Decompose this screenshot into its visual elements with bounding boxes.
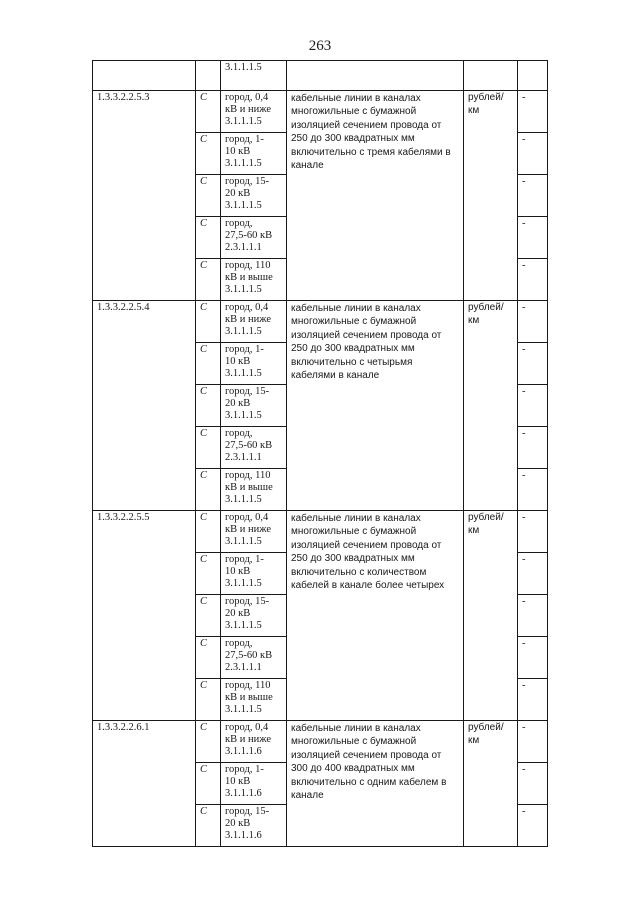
value-cell: -: [518, 679, 548, 721]
category-cell: С: [196, 679, 221, 721]
subgroup-line: 3.1.1.1.6: [225, 830, 262, 842]
category-cell: С: [196, 637, 221, 679]
subgroup-line: 27,5-60 кВ: [225, 650, 273, 662]
subgroup-line: 3.1.1.1.5: [225, 410, 262, 422]
rates-table: [92, 60, 548, 847]
subgroup-line: город,: [225, 638, 253, 649]
subgroup-line: 3.1.1.1.6: [225, 746, 262, 758]
subgroup-line: город, 1-: [225, 134, 264, 145]
value-cell: -: [518, 805, 548, 847]
subgroup-cell: [221, 385, 287, 427]
subgroup-cell: [221, 61, 287, 91]
subgroup-line: 2.3.1.1.1: [225, 452, 262, 464]
subgroup-line: 27,5-60 кВ: [225, 440, 273, 452]
subgroup-line: город, 0,4: [225, 512, 269, 523]
rates-table-body: [93, 61, 548, 847]
row-unit: рублей/ км: [464, 511, 518, 721]
subgroup-line: 20 кВ: [225, 188, 251, 200]
subgroup-cell: [221, 259, 287, 301]
value-cell: [518, 61, 548, 91]
value-cell: -: [518, 259, 548, 301]
category-cell: С: [196, 343, 221, 385]
subgroup-cell: [221, 553, 287, 595]
value-cell: -: [518, 427, 548, 469]
code-cell: [93, 61, 196, 91]
category-cell: С: [196, 805, 221, 847]
value-cell: -: [518, 595, 548, 637]
category-cell: С: [196, 133, 221, 175]
category-cell: С: [196, 763, 221, 805]
subgroup-cell: [221, 805, 287, 847]
subgroup-cell: [221, 637, 287, 679]
table-row: [93, 511, 548, 553]
subgroup-line: 20 кВ: [225, 608, 251, 620]
subgroup-line: 3.1.1.1.5: [225, 62, 262, 73]
subgroup-cell: [221, 469, 287, 511]
subgroup-line: кВ и ниже: [225, 734, 271, 746]
category-cell: С: [196, 427, 221, 469]
subgroup-line: кВ и выше: [225, 692, 273, 704]
subgroup-line: 3.1.1.1.6: [225, 788, 262, 800]
row-unit: рублей/ км: [464, 91, 518, 301]
subgroup-line: 3.1.1.1.5: [225, 578, 262, 590]
category-cell: С: [196, 385, 221, 427]
value-cell: -: [518, 301, 548, 343]
subgroup-line: 3.1.1.1.5: [225, 620, 262, 632]
subgroup-line: 3.1.1.1.5: [225, 494, 262, 506]
subgroup-line: 3.1.1.1.5: [225, 284, 262, 296]
row-unit: рублей/ км: [464, 301, 518, 511]
subgroup-line: 3.1.1.1.5: [225, 326, 262, 338]
unit-cell: [464, 61, 518, 91]
value-cell: -: [518, 91, 548, 133]
category-cell: С: [196, 511, 221, 553]
row-unit: рублей/ км: [464, 721, 518, 847]
subgroup-line: 3.1.1.1.5: [225, 158, 262, 170]
subgroup-cell: [221, 133, 287, 175]
subgroup-line: кВ и ниже: [225, 314, 271, 326]
row-code: 1.3.3.2.2.5.3: [93, 91, 196, 301]
subgroup-line: город, 15-: [225, 386, 270, 397]
category-cell: С: [196, 301, 221, 343]
subgroup-line: 10 кВ: [225, 566, 251, 578]
subgroup-line: город, 15-: [225, 596, 270, 607]
category-cell: С: [196, 259, 221, 301]
category-cell: [196, 61, 221, 91]
subgroup-line: город,: [225, 218, 253, 229]
subgroup-line: город, 110: [225, 680, 271, 691]
subgroup-line: кВ и ниже: [225, 104, 271, 116]
subgroup-line: 10 кВ: [225, 146, 251, 158]
row-code: 1.3.3.2.2.5.4: [93, 301, 196, 511]
value-cell: -: [518, 763, 548, 805]
subgroup-line: город, 1-: [225, 344, 264, 355]
subgroup-line: 3.1.1.1.5: [225, 200, 262, 212]
subgroup-line: кВ и ниже: [225, 524, 271, 536]
subgroup-line: город, 0,4: [225, 302, 269, 313]
subgroup-line: 27,5-60 кВ: [225, 230, 273, 242]
subgroup-cell: [221, 343, 287, 385]
value-cell: -: [518, 343, 548, 385]
row-code: 1.3.3.2.2.6.1: [93, 721, 196, 847]
subgroup-line: город, 110: [225, 470, 271, 481]
subgroup-line: город, 1-: [225, 764, 264, 775]
subgroup-cell: [221, 721, 287, 763]
subgroup-line: город, 15-: [225, 806, 270, 817]
subgroup-line: город, 0,4: [225, 92, 269, 103]
category-cell: С: [196, 91, 221, 133]
row-description: кабельные линии в каналах многожильные с бумажной изоляцией сечением провода от 250 до 300 квадратных мм включительно с четырьмя кабелями в канале: [287, 301, 464, 511]
subgroup-line: город,: [225, 428, 253, 439]
subgroup-line: 3.1.1.1.5: [225, 116, 262, 128]
subgroup-line: город, 1-: [225, 554, 264, 565]
value-cell: -: [518, 553, 548, 595]
page-number: 263: [308, 38, 332, 54]
table-row: [93, 721, 548, 763]
subgroup-line: кВ и выше: [225, 482, 273, 494]
table-row: [93, 91, 548, 133]
category-cell: С: [196, 175, 221, 217]
subgroup-line: 2.3.1.1.1: [225, 242, 262, 254]
subgroup-cell: [221, 427, 287, 469]
subgroup-line: 10 кВ: [225, 776, 251, 788]
continuation-row: [93, 61, 548, 91]
table-row: [93, 301, 548, 343]
subgroup-line: 20 кВ: [225, 818, 251, 830]
subgroup-cell: [221, 175, 287, 217]
subgroup-line: город, 15-: [225, 176, 270, 187]
subgroup-line: 3.1.1.1.5: [225, 704, 262, 716]
subgroup-line: город, 110: [225, 260, 271, 271]
row-description: кабельные линии в каналах многожильные с бумажной изоляцией сечением провода от 300 до 400 квадратных мм включительно с одним кабелем в канале: [287, 721, 464, 847]
subgroup-line: 10 кВ: [225, 356, 251, 368]
subgroup-cell: [221, 679, 287, 721]
row-description: кабельные линии в каналах многожильные с бумажной изоляцией сечением провода от 250 до 300 квадратных мм включительно с тремя кабелями в канале: [287, 91, 464, 301]
subgroup-line: город, 0,4: [225, 722, 269, 733]
subgroup-cell: [221, 763, 287, 805]
subgroup-cell: [221, 217, 287, 259]
value-cell: -: [518, 637, 548, 679]
subgroup-cell: [221, 91, 287, 133]
value-cell: -: [518, 175, 548, 217]
subgroup-line: 3.1.1.1.5: [225, 368, 262, 380]
subgroup-line: 2.3.1.1.1: [225, 662, 262, 674]
row-description: кабельные линии в каналах многожильные с бумажной изоляцией сечением провода от 250 до 300 квадратных мм включительно с количеством кабелей в канале более четырех: [287, 511, 464, 721]
category-cell: С: [196, 469, 221, 511]
category-cell: С: [196, 595, 221, 637]
value-cell: -: [518, 721, 548, 763]
subgroup-cell: [221, 301, 287, 343]
subgroup-cell: [221, 595, 287, 637]
value-cell: -: [518, 385, 548, 427]
subgroup-line: кВ и выше: [225, 272, 273, 284]
description-cell: [287, 61, 464, 91]
subgroup-cell: [221, 511, 287, 553]
value-cell: -: [518, 133, 548, 175]
category-cell: С: [196, 217, 221, 259]
subgroup-line: 3.1.1.1.5: [225, 536, 262, 548]
value-cell: -: [518, 469, 548, 511]
value-cell: -: [518, 217, 548, 259]
subgroup-line: 20 кВ: [225, 398, 251, 410]
value-cell: -: [518, 511, 548, 553]
category-cell: С: [196, 721, 221, 763]
row-code: 1.3.3.2.2.5.5: [93, 511, 196, 721]
category-cell: С: [196, 553, 221, 595]
